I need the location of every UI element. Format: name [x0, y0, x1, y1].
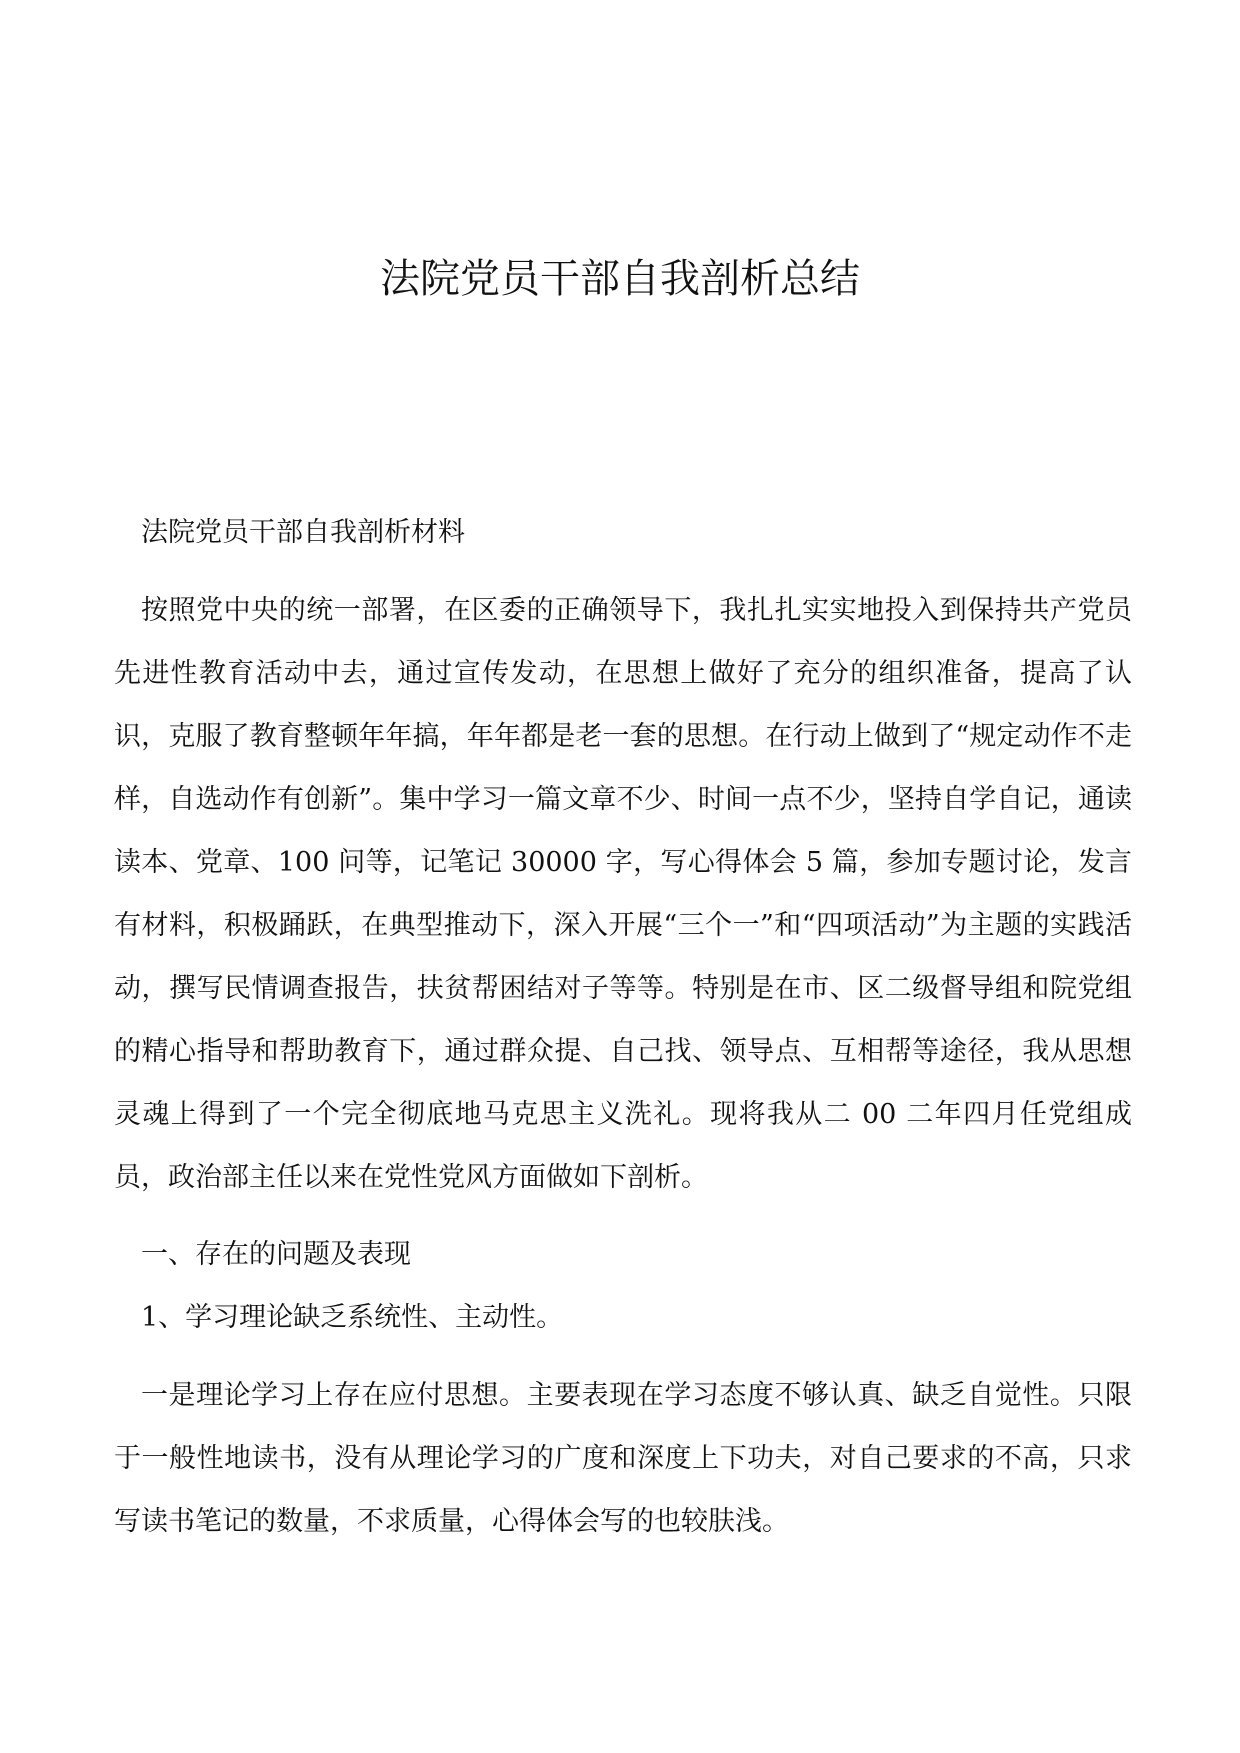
paragraph-subheading: 1、学习理论缺乏系统性、主动性。: [141, 1302, 564, 1333]
paragraph-section-heading: 一、存在的问题及表现: [141, 1239, 411, 1270]
paragraph-point-one: 一是理论学习上存在应付思想。主要表现在学习态度不够认真、缺乏自觉性。只限于一般性地读书，没有从理论学习的广度和深度上下功夫，对自己要求的不高，只求写读书笔记的数量，不求质量，心得体会写的也较肤浅。: [114, 1380, 1132, 1537]
paragraph-intro: 按照党中央的统一部署，在区委的正确领导下，我扎扎实实地投入到保持共产党员先进性教育活动中去，通过宣传发动，在思想上做好了充分的组织准备，提高了认识，克服了教育整顿年年搞，年年都是老一套的思想。在行动上做到了“规定动作不走样，自选动作有创新”。集中学习一篇文章不少、时间一点不少，坚持自学自记，通读读本、党章、100 问等，记笔记 30000 字，写心得体会 5 篇，参加专题讨论，发言有材料，积极踊跃，在典型推动下，深入开展“三个一”和“四项活动”为主题的实践活动，撰写民情调查报告，扶贫帮困结对子等等。特别是在市、区二级督导组和院党组的精心指导和帮助教育下，通过群众提、自己找、领导点、互相帮等途径，我从思想灵魂上得到了一个完全彻底地马克思主义洗礼。现将我从二 00 二年四月任党组成员，政治部主任以来在党性党风方面做如下剖析。: [114, 595, 1132, 1193]
document-body: [114, 516, 1132, 1582]
paragraph-subtitle: 法院党员干部自我剖析材料: [141, 517, 465, 548]
document-title: 法院党员干部自我剖析总结: [380, 256, 860, 302]
